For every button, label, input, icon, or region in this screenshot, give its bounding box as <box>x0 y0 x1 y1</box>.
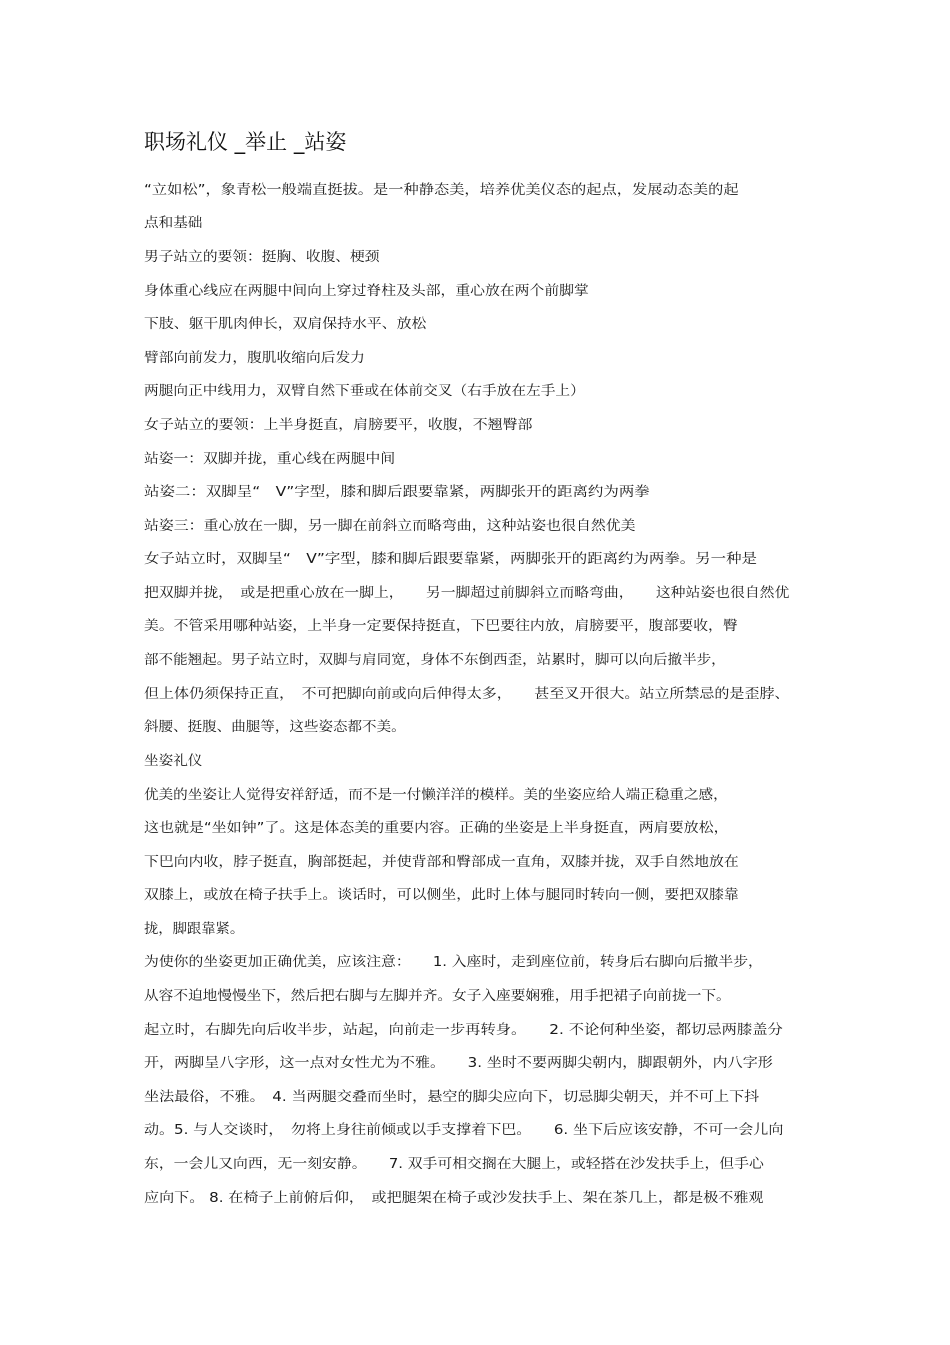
text-line: 应向下。 8. 在椅子上前俯后仰， 或把腿架在椅子或沙发扶手上、架在茶几上，都是极不雅观 <box>144 1190 764 1206</box>
text-line: 点和基础 <box>144 215 203 231</box>
document-title: 职场礼仪 _举止 _站姿 <box>144 130 347 154</box>
text-line: 拢，脚跟靠紧。 <box>144 921 245 937</box>
text-line: 优美的坐姿让人觉得安祥舒适，而不是一付懒洋洋的模样。美的坐姿应给人端正稳重之感， <box>144 787 728 803</box>
text-line: 起立时，右脚先向后收半步，站起，向前走一步再转身。 2. 不论何种坐姿，都切忌两膝盖分 <box>144 1022 783 1038</box>
text-line: 站姿三：重心放在一脚，另一脚在前斜立而略弯曲，这种站姿也很自然优美 <box>144 518 636 534</box>
text-line: 站姿二：双脚呈“ V”字型，膝和脚后跟要靠紧，两脚张开的距离约为两拳 <box>144 484 650 500</box>
text-line: 两腿向正中线用力，双臂自然下垂或在体前交叉（右手放在左手上） <box>144 383 585 399</box>
text-line: 开，两脚呈八字形，这一点对女性尤为不雅。 3. 坐时不要两脚尖朝内，脚跟朝外，内八字形 <box>144 1055 773 1071</box>
text-line: 这也就是“坐如钟”了。这是体态美的重要内容。正确的坐姿是上半身挺直，两肩要放松， <box>144 820 729 836</box>
text-line: 从容不迫地慢慢坐下，然后把右脚与左脚并齐。女子入座要娴雅，用手把裙子向前拢一下。 <box>144 988 731 1004</box>
text-line: 下巴向内收，脖子挺直，胸部挺起，并使背部和臀部成一直角，双膝并拢，双手自然地放在 <box>144 854 739 870</box>
text-line: 把双脚并拢， 或是把重心放在一脚上， 另一脚超过前脚斜立而略弯曲， 这种站姿也很自然优 <box>144 585 790 601</box>
text-line: 东，一会儿又向西，无一刻安静。 7. 双手可相交搁在大腿上，或轻搭在沙发扶手上，但手心 <box>144 1156 764 1172</box>
text-line: 双膝上，或放在椅子扶手上。谈话时，可以侧坐，此时上体与腿同时转向一侧，要把双膝靠 <box>144 887 739 903</box>
text-line: “立如松”，象青松一般端直挺拔。是一种静态美，培养优美仪态的起点，发展动态美的起 <box>144 182 739 198</box>
text-line: 坐姿礼仪 <box>144 753 203 769</box>
text-line: 身体重心线应在两腿中间向上穿过脊柱及头部，重心放在两个前脚掌 <box>144 283 589 299</box>
text-line: 下肢、躯干肌肉伸长，双肩保持水平、放松 <box>144 316 427 332</box>
text-line: 斜腰、挺腹、曲腿等，这些姿态都不美。 <box>144 719 406 735</box>
text-line: 动。5. 与人交谈时， 勿将上身往前倾或以手支撑着下巴。 6. 坐下后应该安静，不可一会儿向 <box>144 1122 784 1138</box>
text-line: 坐法最俗，不雅。 4. 当两腿交叠而坐时，悬空的脚尖应向下，切忌脚尖朝天，并不可上下抖 <box>144 1089 760 1105</box>
text-line: 但上体仍须保持正直， 不可把脚向前或向后伸得太多， 甚至叉开很大。站立所禁忌的是歪脖、 <box>144 686 790 702</box>
text-line: 女子站立的要领：上半身挺直，肩膀要平，收腹，不翘臀部 <box>144 417 533 433</box>
text-line: 男子站立的要领：挺胸、收腹、梗颈 <box>144 249 380 265</box>
text-line: 部不能翘起。男子站立时，双脚与肩同宽，身体不东倒西歪，站累时，脚可以向后撤半步， <box>144 652 726 668</box>
text-line: 臂部向前发力，腹肌收缩向后发力 <box>144 350 365 366</box>
text-line: 为使你的坐姿更加正确优美，应该注意： 1. 入座时，走到座位前，转身后右脚向后撤半步， <box>144 954 763 970</box>
text-line: 站姿一：双脚并拢，重心线在两腿中间 <box>144 451 396 467</box>
text-line: 美。不管采用哪种站姿，上半身一定要保持挺直，下巴要往内放，肩膀要平，腹部要收，臀 <box>144 618 738 634</box>
text-line: 女子站立时，双脚呈“ V”字型，膝和脚后跟要靠紧，两脚张开的距离约为两拳。另一种是 <box>144 551 757 567</box>
